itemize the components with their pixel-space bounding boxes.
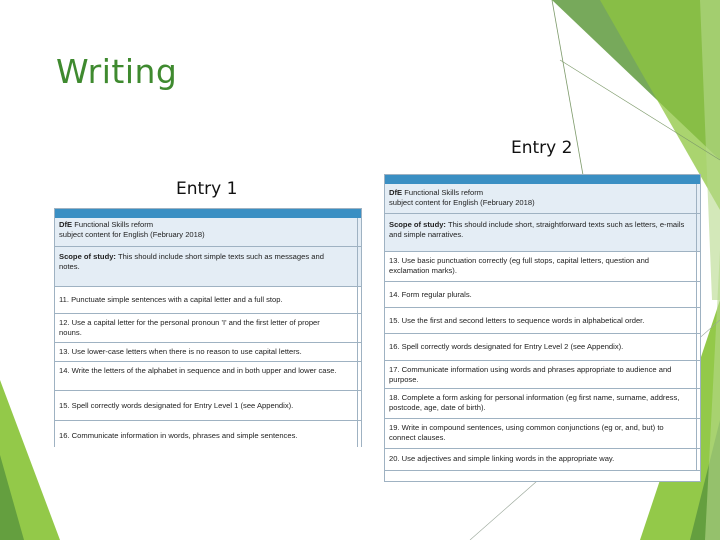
table-header-bar [385, 175, 700, 184]
table-row [385, 389, 700, 419]
table-header-row [385, 184, 700, 214]
scope-text: This should include short, straightforward texts such as letters, e-mails and simple narratives. [389, 220, 685, 240]
table-row [385, 449, 700, 471]
item-text: 14. Write the letters of the alphabet in sequence and in both upper and lower case. [59, 366, 337, 375]
table-row [55, 287, 361, 314]
table-row [55, 391, 361, 421]
table-row [385, 361, 700, 389]
item-text: 15. Use the first and second letters to sequence words in alphabetical order. [389, 316, 645, 325]
item-text: 15. Spell correctly words designated for Entry Level 1 (see Appendix). [59, 401, 294, 410]
header-bold: DfE [389, 188, 403, 197]
table-row [385, 308, 700, 334]
item-text: 12. Use a capital letter for the personal pronoun 'I' and the first letter of proper nouns. [59, 318, 320, 338]
item-text: 17. Communicate information using words and phrases appropriate to audience and purpose. [389, 365, 672, 385]
scope-bold: Scope of study: [59, 252, 116, 261]
item-text: 18. Complete a form asking for personal information (eg first name, surname, address, postcode, age, date of birth). [389, 393, 680, 413]
table-header-row [55, 218, 361, 247]
header-line-1: Functional Skills reform [74, 220, 154, 229]
item-text: 19. Write in compound sentences, using common conjunctions (eg or, and, but) to connect clauses. [389, 423, 664, 443]
item-text: 16. Spell correctly words designated for Entry Level 2 (see Appendix). [389, 342, 624, 351]
item-text: 16. Communicate information in words, phrases and simple sentences. [59, 431, 298, 440]
table-row [55, 421, 361, 447]
table-row [55, 343, 361, 362]
slide-title: Writing [56, 52, 178, 91]
table-row [385, 282, 700, 308]
table-header-bar [55, 209, 361, 218]
table-row [385, 252, 700, 282]
item-text: 13. Use basic punctuation correctly (eg full stops, capital letters, question and exclamation marks). [389, 256, 650, 276]
entry-2-label: Entry 2 [511, 138, 573, 158]
table-row [385, 419, 700, 449]
item-text: 13. Use lower-case letters when there is no reason to use capital letters. [59, 347, 302, 356]
item-text: 14. Form regular plurals. [389, 290, 472, 299]
table-row [55, 314, 361, 343]
header-line-1: Functional Skills reform [404, 188, 484, 197]
scope-row [55, 247, 361, 287]
entry-1-label: Entry 1 [176, 179, 238, 199]
header-line-2: subject content for English (February 2018) [59, 230, 205, 240]
scope-row [385, 214, 700, 252]
header-line-2: subject content for English (February 2018) [389, 198, 535, 208]
table-row [385, 334, 700, 361]
entry-2-table [384, 174, 701, 482]
item-text: 11. Punctuate simple sentences with a capital letter and a full stop. [59, 295, 283, 304]
header-bold: DfE [59, 220, 73, 229]
scope-bold: Scope of study: [389, 220, 446, 229]
table-row [55, 362, 361, 391]
item-text: 20. Use adjectives and simple linking words in the appropriate way. [389, 454, 615, 463]
entry-1-table [54, 208, 362, 447]
scope-text: This should include short simple texts such as messages and notes. [59, 252, 324, 272]
